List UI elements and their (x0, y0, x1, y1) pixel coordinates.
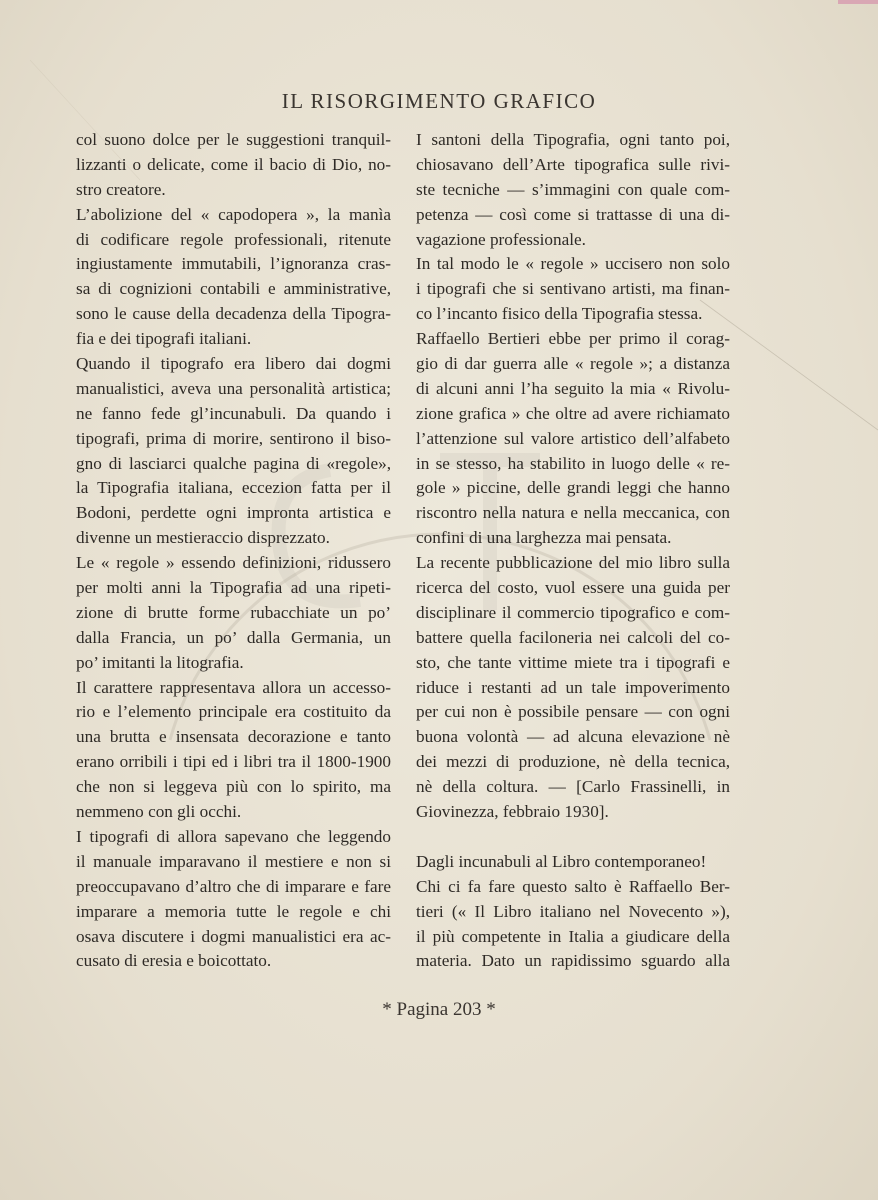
text-line: Chi ci fa fare questo salto è Raffaello Ber- (416, 876, 730, 896)
text-line: materia. Dato un rapidissimo sguardo alla (416, 951, 730, 971)
text-line: ne fanno fede gl’incunabuli. Da quando i (76, 403, 391, 423)
text-line: cusato di eresia e boicottato. (76, 951, 272, 971)
text-line: In tal modo le « regole » uccisero non solo (416, 254, 730, 274)
text-line: confini di una larghezza mai pensata. (416, 528, 672, 548)
right-text-column (416, 128, 730, 974)
text-line: di alcuni anni l’ha seguito la mia « Rivolu- (416, 378, 730, 398)
text-line: nemmeno con gli occhi. (76, 802, 242, 822)
text-line: il più competente in Italia a giudicare della (416, 926, 730, 946)
text-line: preoccupavano d’altro che di imparare e fare (76, 876, 391, 896)
text-line: col suono dolce per le suggestioni tranquil- (76, 130, 391, 149)
text-line: riscontro nella natura e nella meccanica, con (416, 503, 730, 523)
text-line: sono le cause della decadenza della Tipogra- (76, 304, 391, 324)
text-line: imparare a memoria tutte le regole e chi (76, 901, 391, 921)
text-line: il manuale imparavano il mestiere e non si (76, 851, 391, 871)
running-head: IL RISORGIMENTO GRAFICO (281, 89, 597, 113)
text-line: per molti anni la Tipografia ad una ripeti- (76, 578, 391, 598)
text-line: zione di brutte forme rubacchiate un po’ (76, 602, 391, 622)
text-line: Dagli incunabuli al Libro contemporaneo! (416, 851, 707, 871)
text-line: manualistici, aveva una personalità artistica; (76, 378, 391, 398)
text-line: tieri (« Il Libro italiano nel Novecento »), (416, 901, 730, 921)
text-line: disciplinare il commercio tipografico e com- (416, 602, 730, 622)
text-line: vagazione professionale. (416, 229, 586, 249)
text-line: riduce i restanti ad un tale impoverimento (416, 677, 730, 697)
text-line: che non si leggeva più con lo spirito, ma (76, 777, 391, 797)
text-line: divenne un mestieraccio disprezzato. (76, 528, 330, 548)
text-line: in se stesso, ha stabilito in luogo delle « re- (416, 453, 730, 473)
text-line: fia e dei tipografi italiani. (76, 329, 252, 349)
text-line: osava discutere i dogmi manualistici era ac- (76, 926, 391, 946)
text-line: sa di cognizioni contabili e amministrative, (76, 279, 391, 299)
text-line: Bodoni, perdette ogni impronta artistica e (76, 503, 391, 523)
text-line: gno di lasciarci qualche pagina di «regole», (76, 453, 391, 473)
text-line: Le « regole » essendo definizioni, ridussero (76, 553, 391, 573)
text-line: L’abolizione del « capodopera », la manìa (76, 204, 391, 224)
text-line: nè della coltura. — [Carlo Frassinelli, in (416, 777, 730, 797)
text-line: ingiustamente immutabili, l’ignoranza cras- (76, 254, 391, 274)
text-line: battere quella faciloneria nei calcoli del co- (416, 627, 730, 647)
text-line: per cui non è possibile pensare — con ogni (416, 702, 730, 722)
text-line: erano orribili i tipi ed i libri tra il 1800-1900 (76, 752, 391, 772)
text-line: zione grafica » che oltre ad avere richiamato (416, 403, 730, 423)
text-line: I tipografi di allora sapevano che leggendo (76, 826, 391, 846)
text-line: dalla Francia, un po’ dalla Germania, un (76, 627, 391, 647)
text-line: lizzanti o delicate, come il bacio di Dio, no- (76, 154, 391, 174)
text-line: po’ imitanti la litografia. (76, 652, 244, 672)
text-line: chiosavano dell’Arte tipografica sulle rivi- (416, 154, 730, 174)
paragraph-gap (416, 825, 730, 850)
text-line: co l’incanto fisico della Tipografia stessa. (416, 304, 703, 324)
text-line: dei mezzi di produzione, nè della tecnica, (416, 752, 730, 772)
text-line: tipografi, prima di morire, sentirono il biso- (76, 428, 391, 448)
page-number: * Pagina 203 * (382, 999, 496, 1020)
text-line: Giovinezza, febbraio 1930]. (416, 802, 609, 822)
text-line: stro creatore. (76, 179, 166, 199)
text-line: Il carattere rappresentava allora un accesso- (76, 677, 391, 697)
text-line: sto, che tante vittime miete tra i tipografi e (416, 652, 730, 672)
text-line: I santoni della Tipografia, ogni tanto poi, (416, 130, 730, 149)
text-line: buona volontà — ad alcuna elevazione nè (416, 727, 730, 747)
text-line: gole » piccine, delle grandi leggi che hanno (416, 478, 730, 498)
text-line: ricerca del costo, vuol essere una guida per (416, 578, 730, 598)
text-line: i tipografi che si sentivano artisti, ma finan- (416, 279, 730, 299)
text-line: Raffaello Bertieri ebbe per primo il corag- (416, 329, 730, 349)
text-line: La recente pubblicazione del mio libro sulla (416, 553, 730, 573)
text-line: una brutta e insensata decorazione e tanto (76, 727, 391, 747)
text-line: la Tipografia italiana, eccezion fatta per il (76, 478, 391, 498)
text-line: gio di dar guerra alle « regole »; a distanza (416, 354, 730, 374)
text-line: di codificare regole professionali, ritenute (76, 229, 391, 249)
text-line: rio e l’elemento principale era costituito da (76, 702, 391, 722)
text-line: ste tecniche — s’immagini con quale com- (416, 179, 730, 199)
corner-color-mark (838, 0, 878, 4)
text-line: l’attenzione sul valore artistico dell’alfabeto (416, 428, 730, 448)
left-text-column (76, 128, 391, 974)
text-line: petenza — così come si trattasse di una di- (416, 204, 730, 224)
text-line: Quando il tipografo era libero dai dogmi (76, 354, 391, 374)
